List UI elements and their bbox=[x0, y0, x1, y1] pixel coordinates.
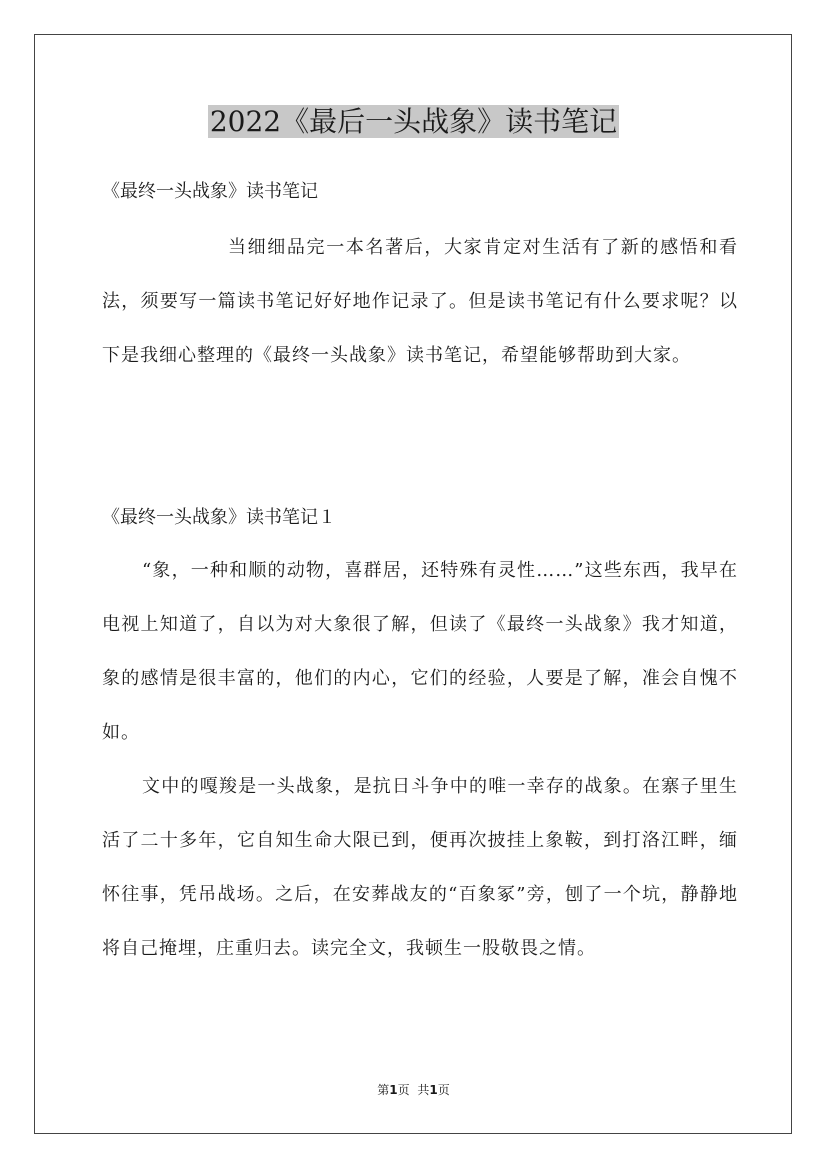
body-block bbox=[102, 544, 738, 976]
section-heading: 《最终一头战象》读书笔记 bbox=[102, 181, 318, 202]
title-highlight: 2022《最后一头战象》读书笔记 bbox=[209, 105, 618, 138]
body-paragraph-1: “象，一种和顺的动物，喜群居，还特殊有灵性……”这些东西，我早在电视上知道了，自以为对大象很了解，但读了《最终一头战象》我才知道，象的感情是很丰富的，他们的内心，它们的经验，人要是了解，准会自愧不如。 bbox=[102, 560, 738, 743]
intro-paragraph: 当细细品完一本名著后，大家肯定对生活有了新的感悟和看法，须要写一篇读书笔记好好地作记录了。但是读书笔记有什么要求呢？以下是我细心整理的《最终一头战象》读书笔记，希望能够帮助到大家。 bbox=[102, 237, 738, 366]
page-prefix: 第 bbox=[377, 1083, 390, 1097]
page-number: 1 bbox=[389, 1083, 398, 1097]
body-paragraph-2: 文中的嘎羧是一头战象，是抗日斗争中的唯一幸存的战象。在寨子里生活了二十多年，它自知生命大限已到，便再次披挂上象鞍，到打洛江畔，缅怀往事，凭吊战场。之后，在安葬战友的“百象冢”旁，刨了一个坑，静静地将自己掩埋，庄重归去。读完全文，我顿生一股敬畏之情。 bbox=[102, 776, 738, 959]
total-prefix: 共 bbox=[417, 1083, 430, 1097]
section-heading-1: 《最终一头战象》读书笔记１ bbox=[102, 507, 336, 528]
page-suffix: 页 bbox=[397, 1083, 410, 1097]
total-suffix: 页 bbox=[437, 1083, 450, 1097]
total-pages: 1 bbox=[429, 1083, 438, 1097]
page-footer bbox=[0, 1080, 827, 1100]
intro-block bbox=[102, 221, 738, 383]
document-title bbox=[0, 100, 827, 144]
